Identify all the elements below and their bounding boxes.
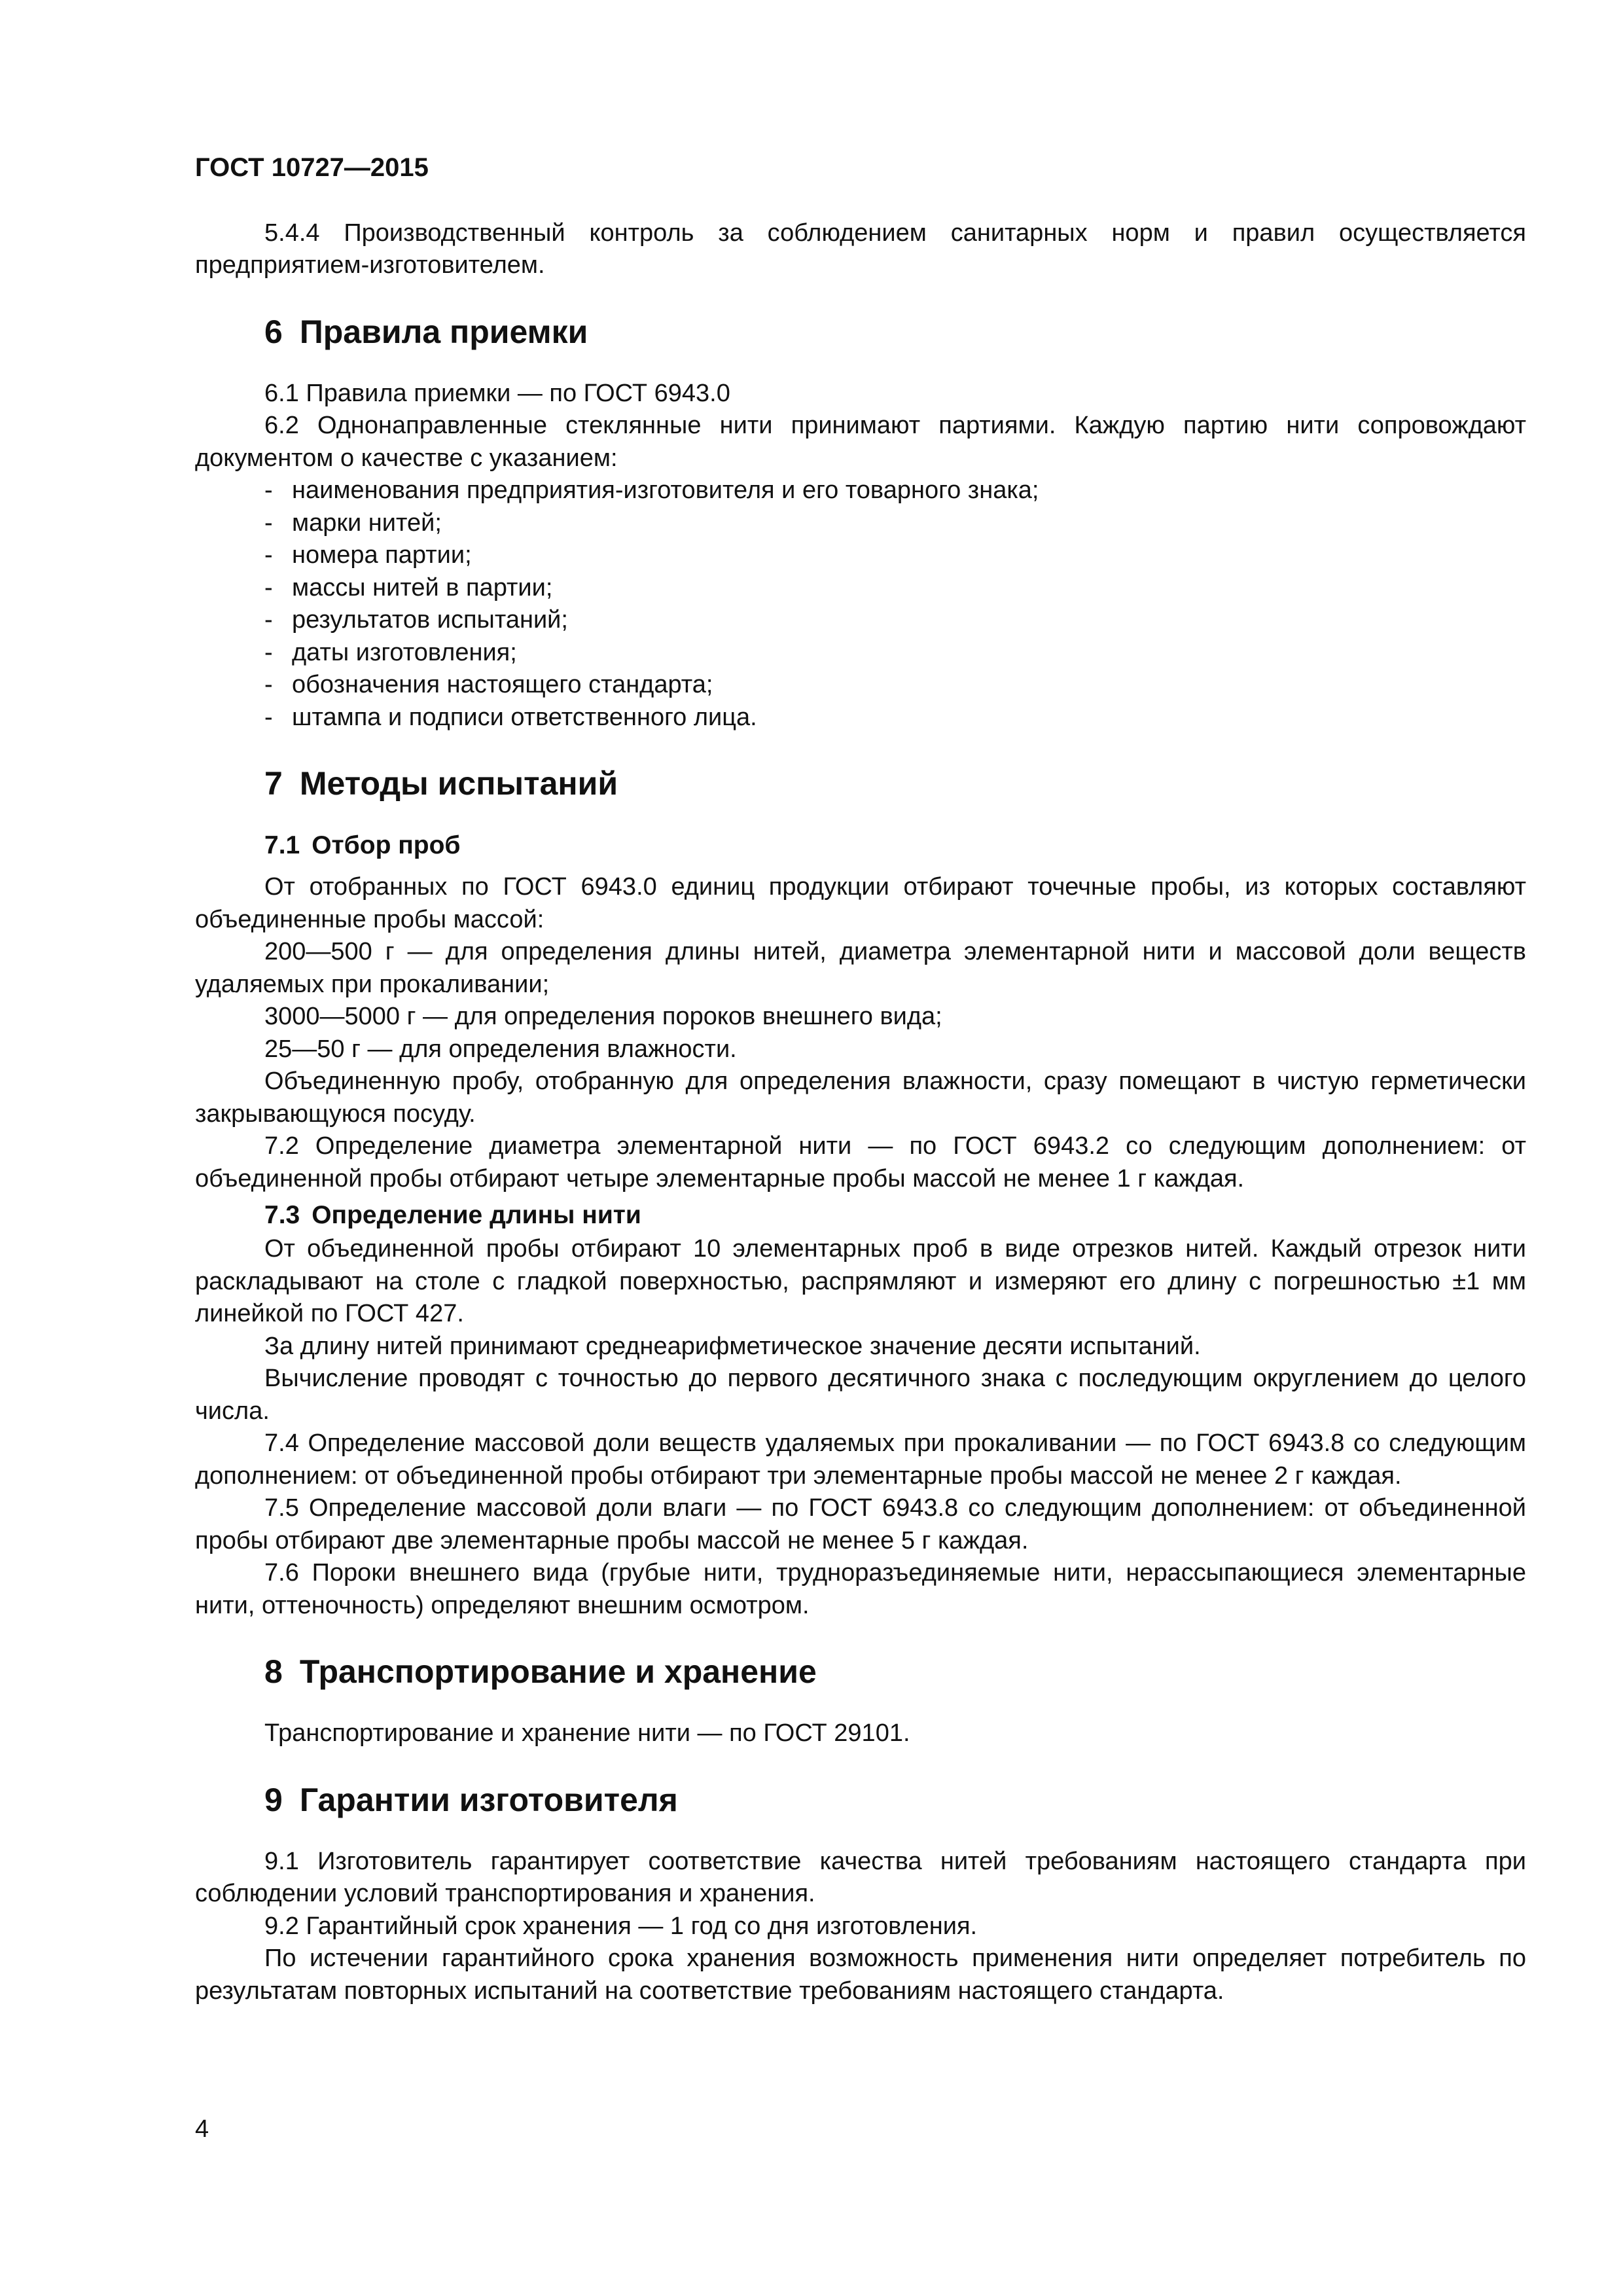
list-item: - даты изготовления; xyxy=(264,637,1526,670)
page-number: 4 xyxy=(195,2115,209,2143)
subsection-7-3-title: Определение длины нити xyxy=(312,1201,641,1229)
paragraph-7-6: 7.6 Пороки внешнего вида (грубые нити, трудноразъединяемые нити, нерассыпающиеся элементарные нити, оттеночность) определяют внешним осмотром. xyxy=(195,1559,1526,1619)
list-item: - номера партии; xyxy=(264,539,1526,572)
section-8-heading xyxy=(195,1652,1526,1691)
paragraph-7-3-c: Вычисление проводят с точностью до первого десятичного знака с последующим округлением до целого числа. xyxy=(195,1365,1526,1425)
paragraph-7-1-c: 3000—5000 г — для определения пороков внешнего вида; xyxy=(264,1003,942,1030)
section-9-number: 9 xyxy=(264,1781,283,1818)
paragraph-9-3: По истечении гарантийного срока хранения возможность применения нити определяет потребитель по результатам повторных испытаний на соответствие требованиям настоящего стандарта. xyxy=(195,1945,1526,2005)
list-item: - наименования предприятия-изготовителя и его товарного знака; xyxy=(264,475,1526,507)
list-item: - штампа и подписи ответственного лица. xyxy=(264,702,1526,734)
list-item: - марки нитей; xyxy=(264,507,1526,540)
paragraph-7-5: 7.5 Определение массовой доли влаги — по ГОСТ 6943.8 со следующим дополнением: от объединенной пробы отбирают две элементарные пробы массой не менее 5 г каждая. xyxy=(195,1494,1526,1554)
list-item: - обозначения настоящего стандарта; xyxy=(264,669,1526,702)
paragraph-7-1-b: 200—500 г — для определения длины нитей, диаметра элементарной нити и массовой доли веществ удаляемых при прокаливании; xyxy=(195,938,1526,998)
paragraph-7-4: 7.4 Определение массовой доли веществ удаляемых при прокаливании — по ГОСТ 6943.8 со следующим дополнением: от объединенной пробы отбирают три элементарные пробы массой не менее 2 г каждая. xyxy=(195,1429,1526,1490)
section-7-number: 7 xyxy=(264,765,283,802)
paragraph-5-4-4: 5.4.4 Производственный контроль за соблюдением санитарных норм и правил осуществляется предприятием-изготовителем. xyxy=(195,219,1526,279)
paragraph-8: Транспортирование и хранение нити — по ГОСТ 29101. xyxy=(264,1719,910,1747)
list-item: - результатов испытаний; xyxy=(264,604,1526,637)
subsection-7-1-number: 7.1 xyxy=(264,831,300,859)
paragraph-7-2: 7.2 Определение диаметра элементарной нити — по ГОСТ 6943.2 со следующим дополнением: от объединенной пробы отбирают четыре элементарные пробы массой не менее 1 г каждая. xyxy=(195,1132,1526,1193)
section-6-title: Правила приемки xyxy=(299,313,588,350)
paragraph-7-1-e: Объединенную пробу, отобранную для определения влажности, сразу помещают в чистую герметически закрывающуюся посуду. xyxy=(195,1067,1526,1128)
section-7-title: Методы испытаний xyxy=(299,765,618,802)
section-8-number: 8 xyxy=(264,1653,283,1690)
subsection-7-1-heading xyxy=(195,829,1526,862)
paragraph-7-1-d: 25—50 г — для определения влажности. xyxy=(264,1035,737,1063)
quality-document-list xyxy=(195,475,1526,734)
document-page xyxy=(195,152,1526,2007)
subsection-7-3-number: 7.3 xyxy=(264,1201,300,1229)
section-9-title: Гарантии изготовителя xyxy=(299,1781,678,1818)
section-8-title: Транспортирование и хранение xyxy=(299,1653,817,1690)
paragraph-7-3-a: От объединенной пробы отбирают 10 элементарных проб в виде отрезков нитей. Каждый отрезок нити раскладывают на столе с гладкой поверхностью, распрямляют и измеряют его длину с погрешностью ±1 мм линейкой по ГОСТ 427. xyxy=(195,1235,1526,1327)
paragraph-6-1: 6.1 Правила приемки — по ГОСТ 6943.0 xyxy=(264,379,730,407)
paragraph-9-1: 9.1 Изготовитель гарантирует соответствие качества нитей требованиям настоящего стандарта при соблюдении условий транспортирования и хранения. xyxy=(195,1847,1526,1907)
paragraph-6-2: 6.2 Однонаправленные стеклянные нити принимают партиями. Каждую партию нити сопровождают документом о качестве с указанием: xyxy=(195,412,1526,472)
list-item: - массы нитей в партии; xyxy=(264,572,1526,605)
paragraph-7-1-a: От отобранных по ГОСТ 6943.0 единиц продукции отбирают точечные пробы, из которых составляют объединенные пробы массой: xyxy=(195,873,1526,933)
document-id: ГОСТ 10727—2015 xyxy=(195,153,429,182)
section-6-heading xyxy=(195,312,1526,351)
section-6-number: 6 xyxy=(264,313,283,350)
subsection-7-1-title: Отбор проб xyxy=(312,831,461,859)
section-7-heading xyxy=(195,764,1526,803)
section-9-heading xyxy=(195,1780,1526,1820)
paragraph-7-3-b: За длину нитей принимают среднеарифметическое значение десяти испытаний. xyxy=(264,1332,1201,1360)
paragraph-9-2: 9.2 Гарантийный срок хранения — 1 год со дня изготовления. xyxy=(264,1912,978,1940)
subsection-7-3-heading xyxy=(195,1199,1526,1232)
